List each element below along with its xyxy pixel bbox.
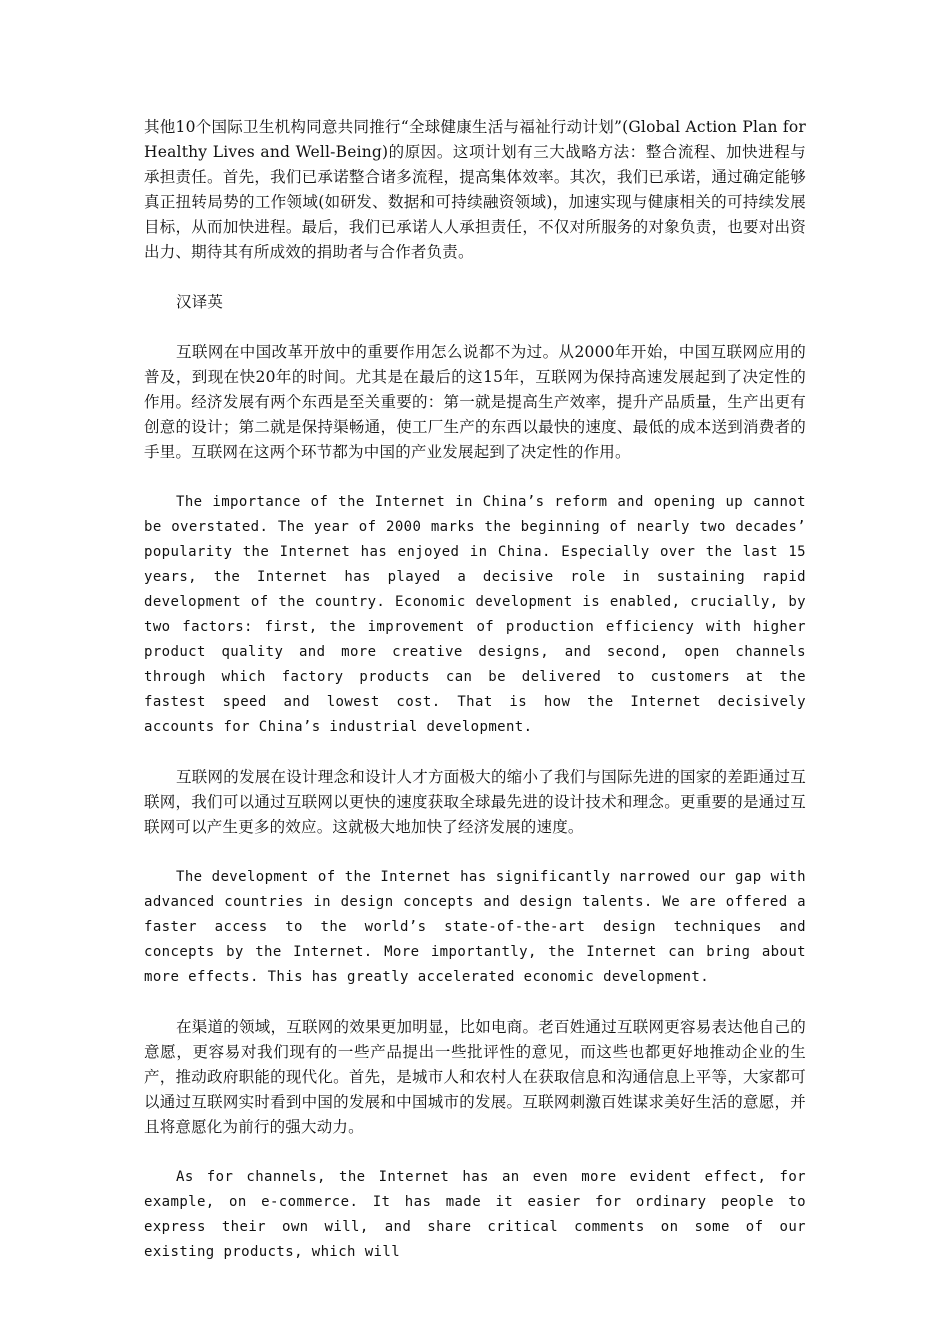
intro-paragraph: 其他10个国际卫生机构同意共同推行“全球健康生活与福祉行动计划”(Global Action Plan for Healthy Lives and Well-Being)的原因。这项计划有三大战略方法：整合流程、加快进程与承担责任。首先，我们已承诺整合诸多流程，提高集体效率。其次，我们已承诺，通过确定能够真正扭转局势的工作领域(如研发、数据和可持续融资领域)，加速实现与健康相关的可持续发展目标，从而加快进程。最后，我们已承诺人人承担责任，不仅对所服务的对象负责，也要对出资出力、期待其有所成效的捐助者与合作者负责。 [144, 118, 806, 261]
english-paragraph-2: The development of the Internet has significantly narrowed our gap with advanced countries in design concepts and design talents. We are offered a faster access to the world’s state-of-the-art design techniques and concepts by the Internet. More importantly, the Internet can bring about more effects. This has greatly accelerated economic development. [144, 869, 806, 985]
chinese-paragraph-2: 互联网的发展在设计理念和设计人才方面极大的缩小了我们与国际先进的国家的差距通过互联网，我们可以通过互联网以更快的速度获取全球最先进的设计技术和理念。更重要的是通过互联网可以产生更多的效应。这就极大地加快了经济发展的速度。 [144, 768, 806, 836]
english-paragraph-3: As for channels, the Internet has an even more evident effect, for example, on e-commerce. It has made it easier for ordinary people to express their own will, and share critical comments on some of our existing products, which will [144, 1169, 806, 1260]
chinese-paragraph-3: 在渠道的领域，互联网的效果更加明显，比如电商。老百姓通过互联网更容易表达他自己的意愿，更容易对我们现有的一些产品提出一些批评性的意见，而这些也都更好地推动企业的生产，推动政府职能的现代化。首先，是城市人和农村人在获取信息和沟通信息上平等，大家都可以通过互联网实时看到中国的发展和中国城市的发展。互联网刺激百姓谋求美好生活的意愿，并且将意愿化为前行的强大动力。 [144, 1018, 806, 1136]
section-heading: 汉译英 [176, 293, 224, 311]
document-body [144, 115, 806, 1265]
english-paragraph-1: The importance of the Internet in China’s reform and opening up cannot be overstated. The year of 2000 marks the beginning of nearly two decades’ popularity the Internet has enjoyed in China. Especially over the last 15 years, the Internet has played a decisive role in sustaining rapid development of the country. Economic development is enabled, crucially, by two factors: first, the improvement of production efficiency with higher product quality and more creative designs, and second, open channels through which factory products can be delivered to customers at the fastest speed and lowest cost. That is how the Internet decisively accounts for China’s industrial development. [144, 494, 806, 735]
chinese-paragraph-1: 互联网在中国改革开放中的重要作用怎么说都不为过。从2000年开始，中国互联网应用的普及，到现在快20年的时间。尤其是在最后的这15年，互联网为保持高速发展起到了决定性的作用。经济发展有两个东西是至关重要的：第一就是提高生产效率，提升产品质量，生产出更有创意的设计；第二就是保持渠畅通，使工厂生产的东西以最快的速度、最低的成本送到消费者的手里。互联网在这两个环节都为中国的产业发展起到了决定性的作用。 [144, 343, 806, 461]
